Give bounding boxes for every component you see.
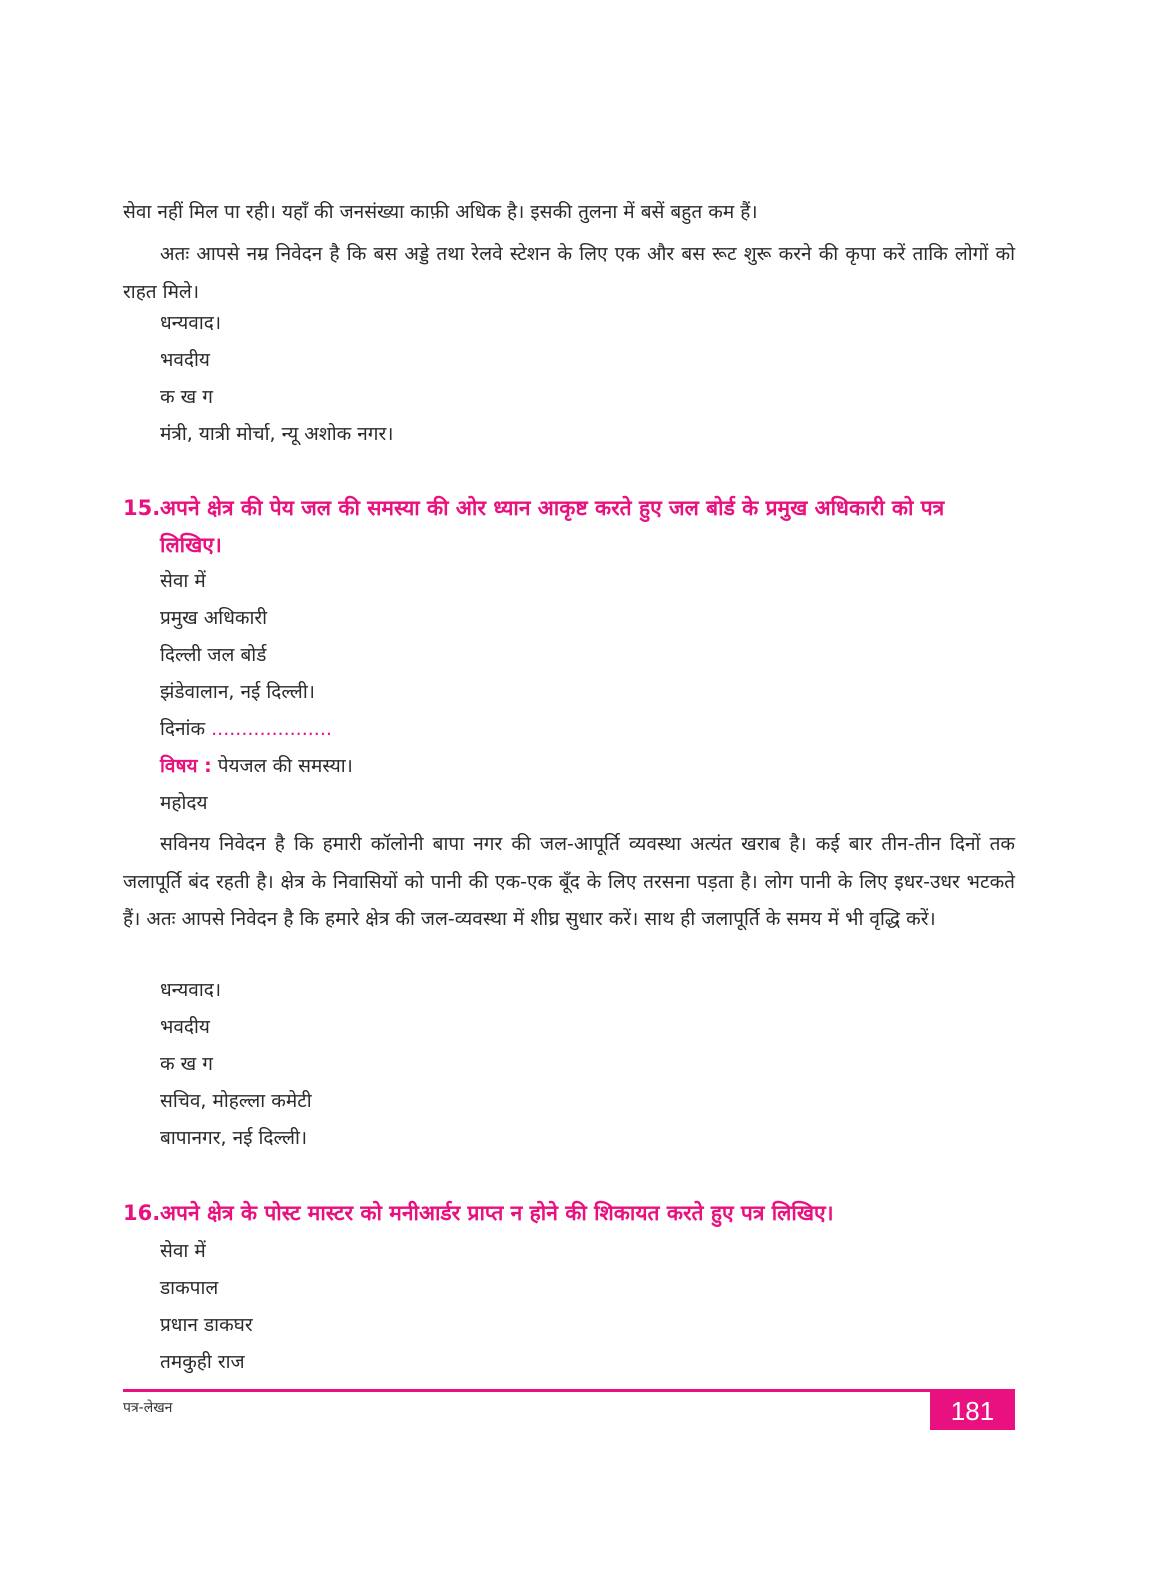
salutation-to: सेवा में <box>160 1240 206 1262</box>
sender-address: बापानगर, नई दिल्ली। <box>160 1127 308 1149</box>
address-place: तमकुही राज <box>160 1351 245 1373</box>
organization: दिल्ली जल बोर्ड <box>160 644 267 666</box>
footer-chapter-label: पत्र-लेखन <box>123 1400 173 1416</box>
addressee: डाकपाल <box>160 1277 219 1299</box>
question-number: 16. <box>123 1201 161 1225</box>
closing-thanks: धन्यवाद। <box>160 979 222 1001</box>
subject-text: पेयजल की समस्या। <box>217 755 353 777</box>
closing-yours: भवदीय <box>160 1016 210 1038</box>
question-title: अपने क्षेत्र के पोस्ट मास्टर को मनीआर्डर प्राप्त न होने की शिकायत करते हुए पत्र लिखिए। <box>160 1201 834 1225</box>
page-number-badge: 181 <box>930 1392 1015 1430</box>
addressee: प्रमुख अधिकारी <box>160 607 268 629</box>
question-15-heading-cont: लिखिए। <box>160 533 222 557</box>
question-15-heading <box>123 490 944 526</box>
footer-divider <box>123 1389 1015 1392</box>
signature: क ख ग <box>160 386 213 408</box>
date-label: दिनांक <box>160 718 206 740</box>
designation: मंत्री, यात्री मोर्चा, न्यू अशोक नगर। <box>160 423 394 445</box>
office: प्रधान डाकघर <box>160 1314 253 1336</box>
subject-label: विषय : <box>160 755 212 777</box>
body-text-line: सेवा नहीं मिल पा रही। यहाँ की जनसंख्या काफ़ी अधिक है। इसकी तुलना में बसें बहुत कम हैं। <box>123 201 758 223</box>
question-16-heading <box>123 1195 834 1231</box>
date-blank: .................... <box>211 718 332 740</box>
signature: क ख ग <box>160 1053 213 1075</box>
question-number: 15. <box>123 496 161 520</box>
designation: सचिव, मोहल्ला कमेटी <box>160 1090 312 1112</box>
salutation: महोदय <box>160 792 208 814</box>
closing-thanks: धन्यवाद। <box>160 312 222 334</box>
letter-body: सविनय निवेदन है कि हमारी कॉलोनी बापा नगर की जल-आपूर्ति व्यवस्था अत्यंत खराब है। कई बार तीन-तीन दिनों तक जलापूर्ति बंद रहती है। क्षेत्र के निवासियों को पानी की एक-एक बूँद के लिए तरसना पड़ता है। लोग पानी के लिए इधर-उधर भटकते हैं। अतः आपसे निवेदन है कि हमारे क्षेत्र की जल-व्यवस्था में शीघ्र सुधार करें। साथ ही जलापूर्ति के समय में भी वृद्धि करें। <box>123 833 1015 930</box>
address-place: झंडेवालान, नई दिल्ली। <box>160 681 315 703</box>
salutation-to: सेवा में <box>160 570 206 592</box>
question-title-line1: अपने क्षेत्र की पेय जल की समस्या की ओर ध्यान आकृष्ट करते हुए जल बोर्ड के प्रमुख अधिकारी को पत्र <box>160 496 945 520</box>
subject-line <box>160 752 353 780</box>
body-paragraph: अतः आपसे नम्र निवेदन है कि बस अड्डे तथा रेलवे स्टेशन के लिए एक और बस रूट शुरू करने की कृपा करें ताकि लोगों को राहत मिले। <box>123 243 1015 303</box>
closing-yours: भवदीय <box>160 349 210 371</box>
date-line <box>160 715 332 743</box>
